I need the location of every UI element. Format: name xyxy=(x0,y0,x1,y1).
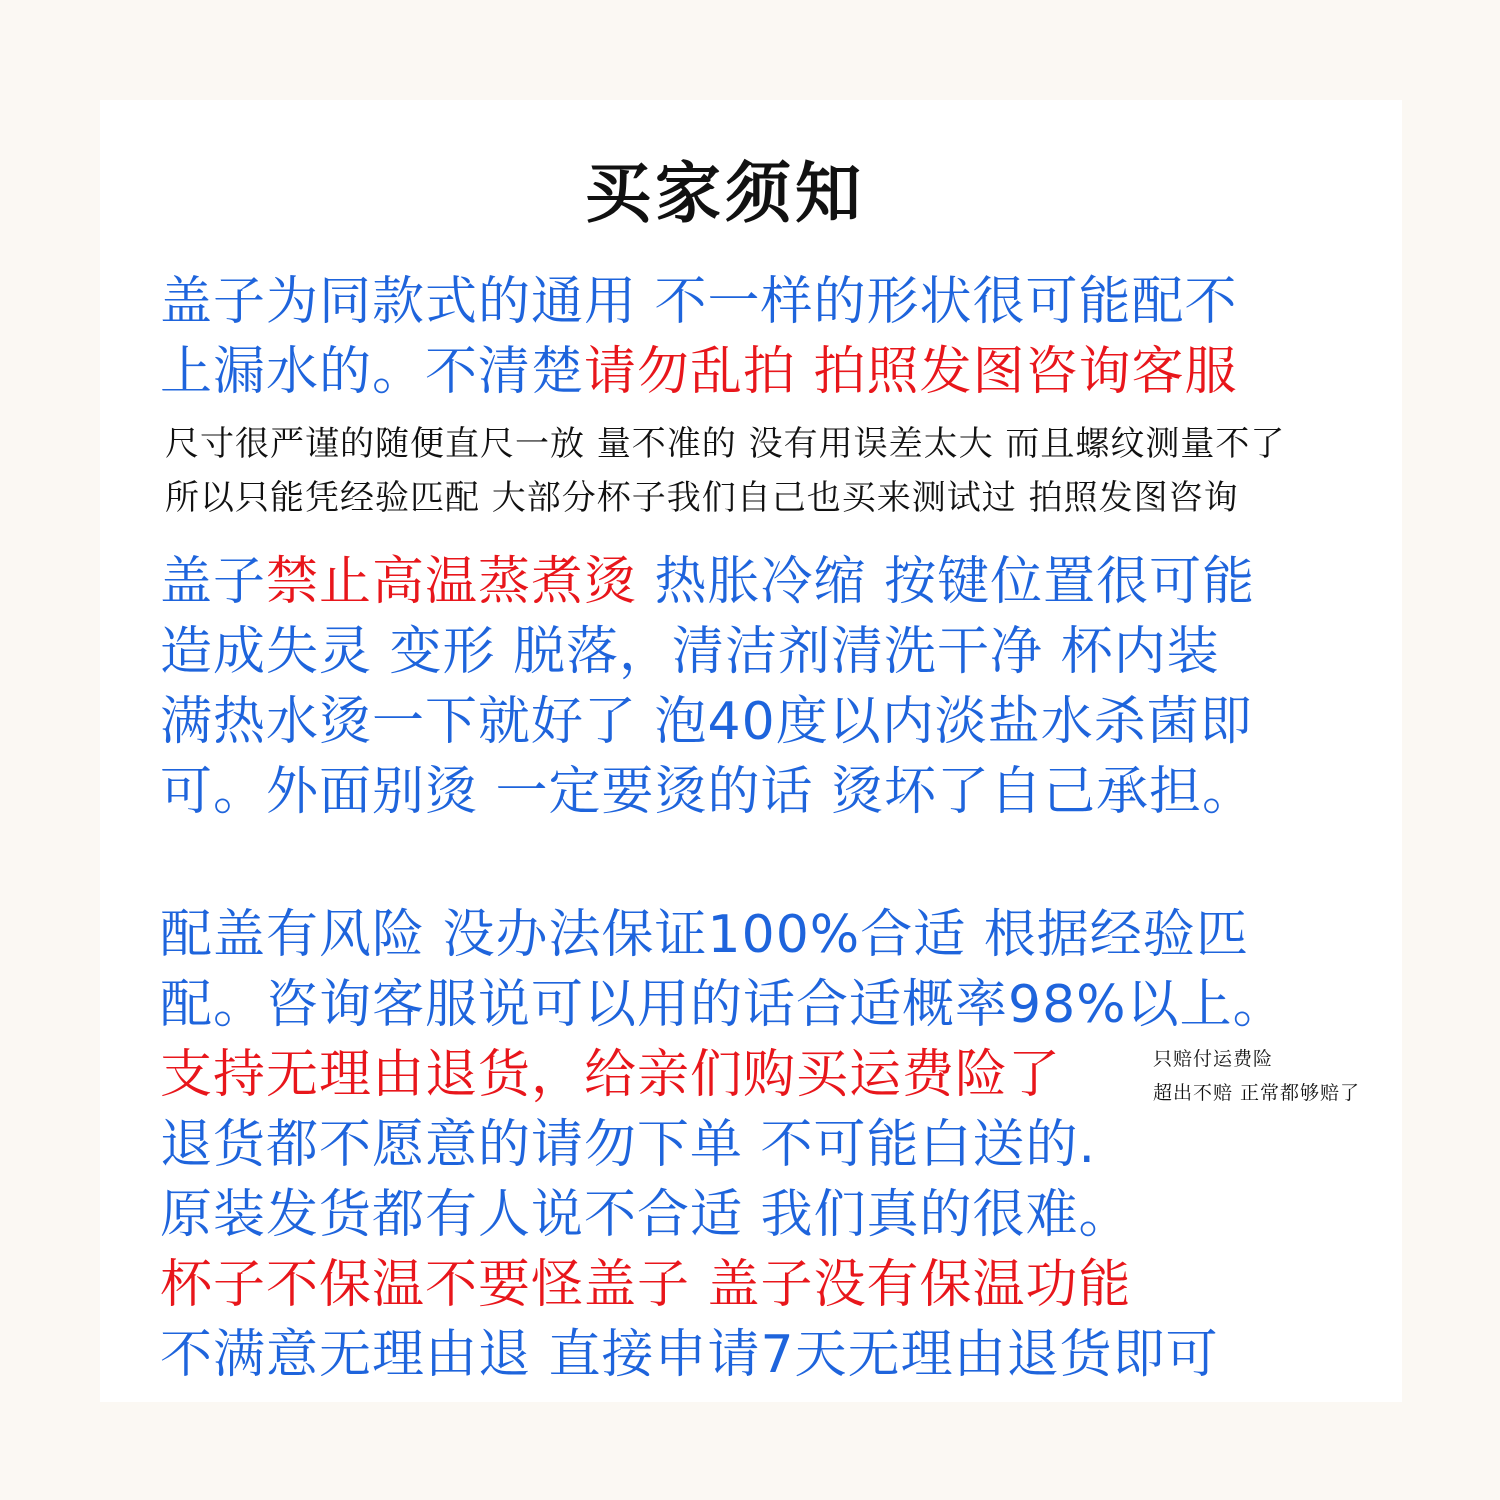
care-line-4: 可。外面别烫 一定要烫的话 烫坏了自己承担。 xyxy=(160,762,1256,822)
return-line-3: 原装发货都有人说不合适 我们真的很难。 xyxy=(160,1185,1132,1245)
care-line-1-red: 禁止高温蒸煮烫 xyxy=(266,552,638,612)
risk-line-1: 配盖有风险 没办法保证100%合适 根据经验匹 xyxy=(160,905,1249,965)
insurance-note-1: 只赔付运费险 xyxy=(1153,1048,1274,1070)
measure-line-1: 尺寸很严谨的随便直尺一放 量不准的 没有用误差太大 而且螺纹测量不了 xyxy=(165,424,1286,464)
compat-line-2-blue: 上漏水的。不清楚 xyxy=(160,342,585,402)
care-line-1-blue-a: 盖子 xyxy=(160,552,267,612)
risk-line-2: 配。咨询客服说可以用的话合适概率98%以上。 xyxy=(160,975,1286,1035)
return-line-1: 支持无理由退货，给亲们购买运费险了 xyxy=(160,1045,1062,1105)
warmth-line: 杯子不保温不要怪盖子 盖子没有保温功能 xyxy=(160,1255,1132,1315)
care-line-1 xyxy=(160,552,1255,612)
compat-line-2-red: 请勿乱拍 拍照发图咨询客服 xyxy=(584,342,1238,402)
page-title: 买家须知 xyxy=(585,155,865,232)
return-line-2: 退货都不愿意的请勿下单 不可能白送的. xyxy=(160,1115,1097,1175)
compat-line-1: 盖子为同款式的通用 不一样的形状很可能配不 xyxy=(160,272,1238,332)
measure-line-2: 所以只能凭经验匹配 大部分杯子我们自己也买来测试过 拍照发图咨询 xyxy=(165,478,1239,518)
compat-line-2 xyxy=(160,342,1238,402)
care-line-3: 满热水烫一下就好了 泡40度以内淡盐水杀菌即 xyxy=(160,692,1253,752)
care-line-1-blue-b: 热胀冷缩 按键位置很可能 xyxy=(637,552,1256,612)
insurance-note-2: 超出不赔 正常都够赔了 xyxy=(1153,1082,1361,1104)
return-line-4: 不满意无理由退 直接申请7天无理由退货即可 xyxy=(160,1325,1219,1385)
care-line-2: 造成失灵 变形 脱落，清洁剂清洗干净 杯内装 xyxy=(160,622,1220,682)
